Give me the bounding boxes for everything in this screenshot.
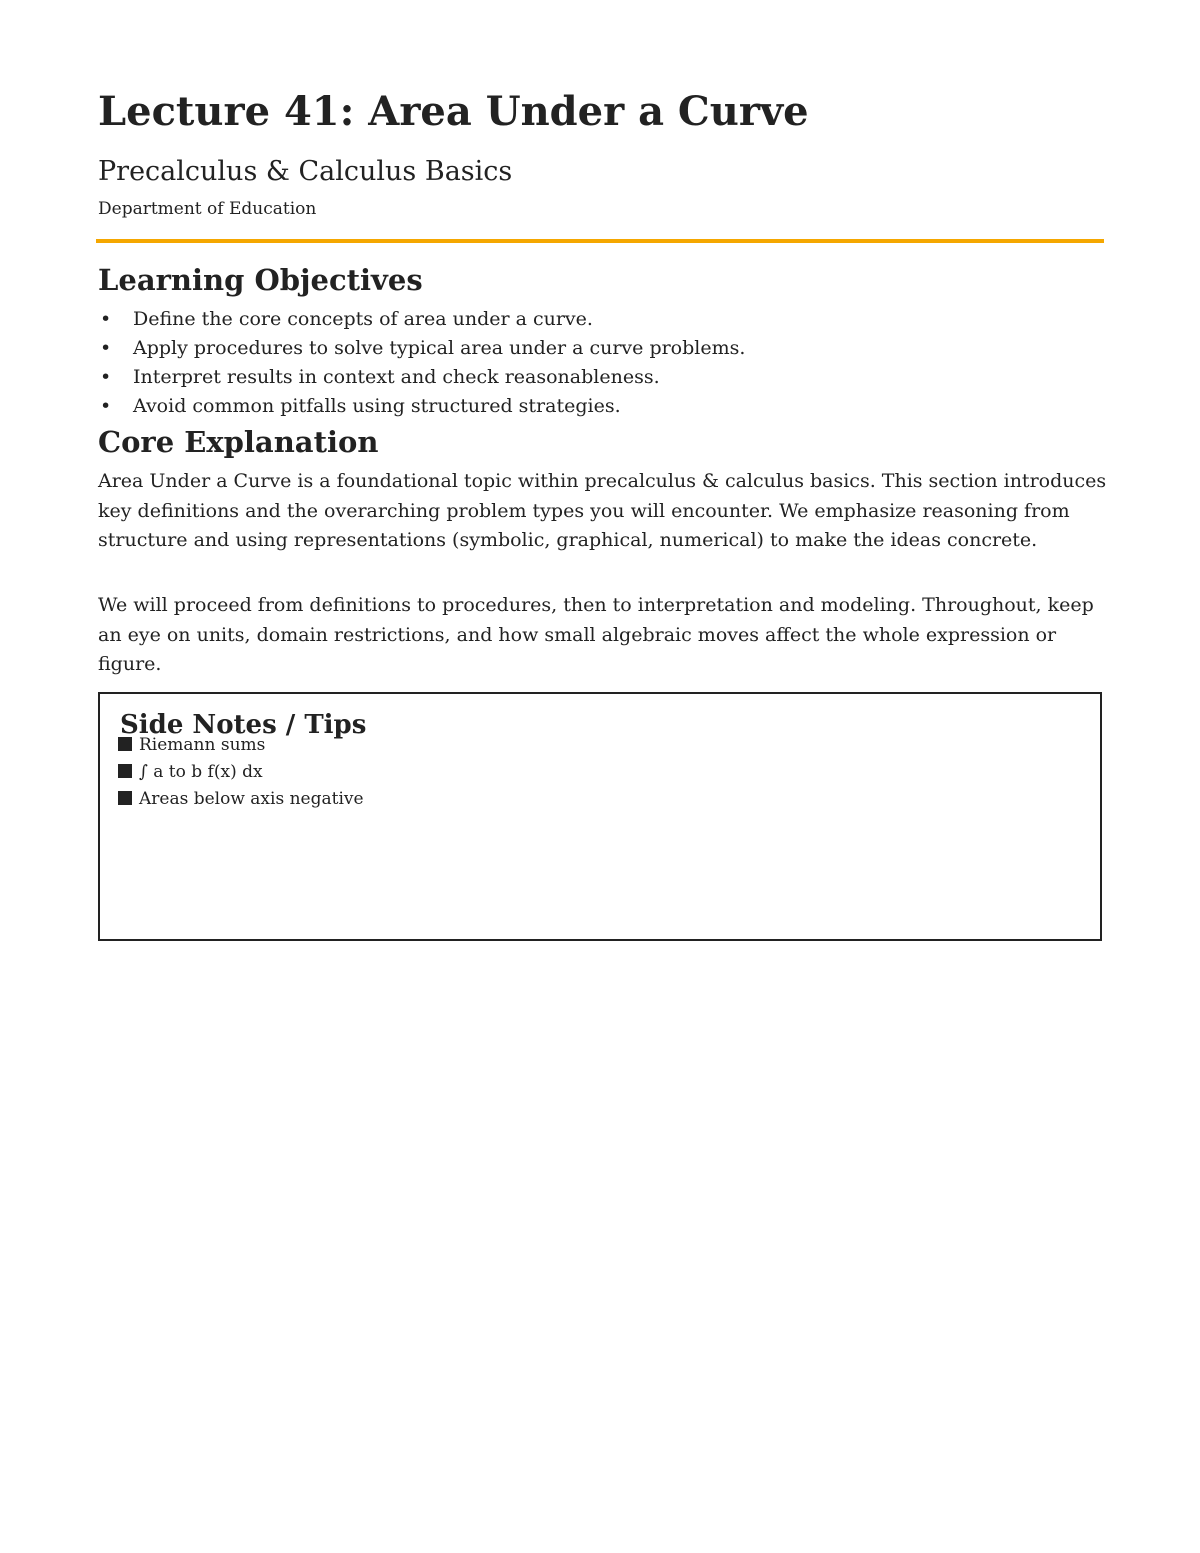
bullet-icon: •	[100, 395, 112, 417]
page-title: Lecture 41: Area Under a Curve	[98, 88, 809, 135]
objective-text: Avoid common pitfalls using structured strategies.	[133, 395, 621, 417]
objective-text: Interpret results in context and check reasonableness.	[133, 366, 660, 388]
bullet-icon: •	[100, 366, 112, 388]
bullet-icon: •	[100, 308, 112, 330]
list-item	[98, 392, 745, 421]
core-paragraph-1: Area Under a Curve is a foundational topic within precalculus & calculus basics. This section introduces key definitions and the overarching problem types you will encounter. We emphasize reasoning from structure and using representations (symbolic, graphical, numerical) to make the ideas concrete.	[98, 470, 1107, 551]
square-bullet-icon	[118, 791, 132, 805]
note-text: ∫ a to b f(x) dx	[139, 762, 263, 782]
bullet-icon: •	[100, 337, 112, 359]
list-item	[118, 759, 364, 786]
side-notes-box	[98, 692, 1102, 941]
header-divider	[96, 239, 1104, 243]
core-explanation-heading: Core Explanation	[98, 425, 379, 459]
core-paragraph-2: We will proceed from definitions to procedures, then to interpretation and modeling. Throughout, keep an eye on units, domain restrictions, and how small algebraic moves affect the whole expression or figure.	[98, 594, 1094, 675]
objective-text: Define the core concepts of area under a curve.	[133, 308, 593, 330]
department-label: Department of Education	[98, 199, 317, 219]
list-item	[98, 334, 745, 363]
objectives-list	[98, 305, 745, 421]
side-notes-heading: Side Notes / Tips	[120, 710, 367, 740]
list-item	[118, 786, 364, 813]
square-bullet-icon	[118, 764, 132, 778]
page-subtitle: Precalculus & Calculus Basics	[98, 156, 513, 187]
note-text: Riemann sums	[139, 735, 266, 755]
objective-text: Apply procedures to solve typical area under a curve problems.	[133, 337, 746, 359]
objectives-heading: Learning Objectives	[98, 263, 423, 297]
list-item	[98, 363, 745, 392]
list-item	[98, 305, 745, 334]
note-text: Areas below axis negative	[139, 789, 364, 809]
side-notes-list	[118, 732, 364, 813]
